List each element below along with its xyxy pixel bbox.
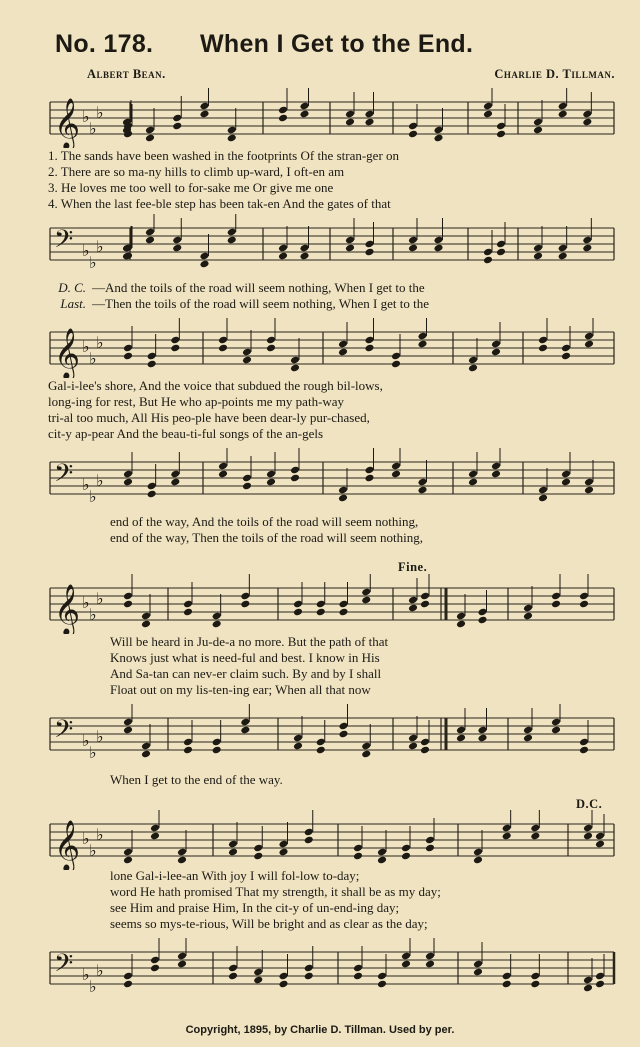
- note-head: [420, 746, 430, 755]
- note-head: [417, 340, 427, 349]
- music-system-2-treble: [48, 318, 616, 378]
- note-head: [417, 486, 427, 495]
- flat-icon: ♭: [82, 241, 90, 260]
- refrain-label-dc: D. C.: [58, 280, 86, 295]
- note-head: [304, 972, 314, 981]
- verse-line-1: Will be heard in Ju-de-a no more. But the path of that: [110, 634, 389, 649]
- note-head: [377, 856, 387, 865]
- refrain-block-2: [48, 514, 616, 546]
- note-head: [391, 360, 401, 369]
- flat-icon: ♭: [89, 253, 97, 272]
- note-head: [183, 608, 193, 617]
- note-head: [582, 244, 592, 253]
- verse-line-1: lone Gal-i-lee-an With joy I will fol-low to-day;: [110, 868, 360, 883]
- note-head: [473, 856, 483, 865]
- flat-icon: ♭: [82, 731, 90, 750]
- flat-icon: ♭: [89, 605, 97, 624]
- refrain-line-2: end of the way, Then the toils of the road will seem nothing,: [110, 530, 424, 545]
- refrain-line-1: [48, 280, 616, 296]
- staff-1-bass: [48, 214, 616, 274]
- bass-clef-icon: 𝄢: [54, 949, 74, 984]
- flat-icon: ♭: [96, 825, 104, 844]
- copyright-notice: Copyright, 1895, by Charlie D. Tillman. Used by per.: [185, 1024, 455, 1036]
- note-head: [240, 726, 250, 735]
- note-head: [401, 852, 411, 861]
- note-head: [361, 750, 371, 759]
- note-head: [145, 134, 155, 143]
- note-head: [530, 832, 540, 841]
- treble-clef-icon: 𝄞: [54, 820, 81, 870]
- note-head: [408, 130, 418, 139]
- note-head: [401, 960, 411, 969]
- note-head: [316, 746, 326, 755]
- staff-4-bass: [48, 938, 616, 998]
- staff-3-bass: [48, 704, 616, 764]
- music-system-1-treble: [48, 88, 616, 148]
- note-head: [433, 244, 443, 253]
- verse-line-4: 4. When the last fee-ble step has been tak-en And the gates of that: [48, 196, 391, 211]
- note-head: [199, 110, 209, 119]
- verse-line-2: 2. There are so ma-ny hills to climb up-ward, I oft-en am: [48, 164, 345, 179]
- note-head: [218, 470, 228, 479]
- note-head: [353, 972, 363, 981]
- note-head: [227, 134, 237, 143]
- note-head: [123, 478, 133, 487]
- verse-line-3: tri-al too much, All His peo-ple have been dear-ly pur-chased,: [48, 410, 370, 425]
- note-head: [558, 252, 568, 261]
- note-head: [530, 980, 540, 989]
- note-head: [582, 118, 592, 127]
- note-head: [212, 620, 222, 629]
- note-head: [364, 474, 374, 483]
- note-head: [408, 244, 418, 253]
- note-head: [299, 110, 309, 119]
- note-head: [584, 486, 594, 495]
- verse-line-3: see Him and praise Him, In the cit-y of un-end-ing day;: [110, 900, 400, 915]
- verse-line-2: long-ing for rest, But He who ap-points me my path-way: [48, 394, 345, 409]
- flat-icon: ♭: [96, 727, 104, 746]
- note-head: [595, 980, 605, 989]
- composer-credit: Charlie D. Tillman.: [494, 67, 615, 81]
- note-head: [533, 252, 543, 261]
- note-head: [338, 348, 348, 357]
- note-head: [293, 742, 303, 751]
- note-head: [561, 478, 571, 487]
- note-head: [345, 118, 355, 127]
- note-head: [242, 482, 252, 491]
- refrain-line-1: end of the way, And the toils of the road will seem nothing,: [110, 514, 419, 529]
- hymn-title: When I Get to the End.: [200, 30, 474, 58]
- verse-block-2: [48, 378, 616, 442]
- note-head: [278, 252, 288, 261]
- note-head: [316, 608, 326, 617]
- note-head: [123, 600, 133, 609]
- verse-line-2: word He hath promised That my strength, it shall be as my day;: [110, 884, 441, 899]
- note-head: [145, 236, 155, 245]
- note-head: [433, 134, 443, 143]
- music-system-1-bass: [48, 214, 616, 274]
- note-head: [123, 726, 133, 735]
- bass-clef-icon: 𝄢: [54, 715, 74, 750]
- note-head: [150, 832, 160, 841]
- note-head: [364, 344, 374, 353]
- note-head: [290, 474, 300, 483]
- note-head: [170, 344, 180, 353]
- note-head: [242, 356, 252, 365]
- note-head: [538, 344, 548, 353]
- flat-icon: ♭: [89, 487, 97, 506]
- treble-clef-icon: 𝄞: [54, 584, 81, 634]
- note-head: [353, 852, 363, 861]
- note-head: [533, 126, 543, 135]
- note-head: [502, 980, 512, 989]
- note-head: [218, 344, 228, 353]
- flat-icon: ♭: [82, 337, 90, 356]
- flat-icon: ♭: [82, 475, 90, 494]
- note-head: [523, 612, 533, 621]
- note-head: [496, 248, 506, 257]
- verse-block-1: [48, 148, 616, 212]
- staff-2-bass: [48, 448, 616, 508]
- verse-line-4: Float out on my lis-ten-ing ear; When all that now: [110, 682, 371, 697]
- verse-line-2: Knows just what is need-ful and best. I know in His: [110, 650, 380, 665]
- note-head: [408, 604, 418, 613]
- staff-4-treble: [48, 810, 616, 870]
- note-head: [177, 856, 187, 865]
- note-head: [364, 118, 374, 127]
- note-head: [579, 746, 589, 755]
- note-head: [456, 620, 466, 629]
- note-head: [141, 750, 151, 759]
- note-head: [299, 252, 309, 261]
- flat-icon: ♭: [89, 977, 97, 996]
- note-head: [147, 490, 157, 499]
- flat-icon: ♭: [96, 961, 104, 980]
- note-head: [212, 746, 222, 755]
- refrain-text-1: —And the toils of the road will seem nothing, When I get to the: [92, 280, 425, 295]
- note-head: [502, 832, 512, 841]
- music-system-3-treble: [48, 574, 616, 634]
- note-head: [170, 478, 180, 487]
- note-head: [293, 608, 303, 617]
- note-head: [278, 980, 288, 989]
- note-head: [141, 620, 151, 629]
- note-head: [579, 600, 589, 609]
- bass-clef-icon: 𝄢: [54, 459, 74, 494]
- note-head: [551, 726, 561, 735]
- flat-icon: ♭: [96, 237, 104, 256]
- note-head: [468, 364, 478, 373]
- music-system-4-treble: [48, 810, 616, 870]
- note-head: [583, 984, 593, 993]
- refrain-block-3: [48, 772, 616, 788]
- verse-line-4: cit-y ap-pear And the beau-ti-ful songs of the an-gels: [48, 426, 324, 441]
- staff-1-treble: [48, 88, 616, 148]
- verse-line-1: 1. The sands have been washed in the footprints Of the stran-ger on: [48, 148, 400, 163]
- note-head: [420, 600, 430, 609]
- note-head: [345, 244, 355, 253]
- note-head: [228, 972, 238, 981]
- note-head: [477, 616, 487, 625]
- note-head: [558, 110, 568, 119]
- note-head: [361, 596, 371, 605]
- verse-line-4: seems so mys-te-rious, Will be bright and as clear as the day;: [110, 916, 428, 931]
- flat-icon: ♭: [96, 333, 104, 352]
- flat-icon: ♭: [96, 471, 104, 490]
- flat-icon: ♭: [82, 829, 90, 848]
- flat-icon: ♭: [96, 103, 104, 122]
- note-head: [491, 470, 501, 479]
- refrain-label-last: Last.: [60, 296, 86, 311]
- note-head: [304, 836, 314, 845]
- note-head: [253, 852, 263, 861]
- note-head: [266, 344, 276, 353]
- note-head: [538, 494, 548, 503]
- flat-icon: ♭: [89, 841, 97, 860]
- note-head: [123, 856, 133, 865]
- note-head: [595, 840, 605, 849]
- verse-line-3: And Sa-tan can nev-er claim such. By and by I shall: [110, 666, 382, 681]
- music-system-3-bass: [48, 704, 616, 764]
- note-head: [290, 364, 300, 373]
- note-head: [468, 478, 478, 487]
- note-head: [172, 244, 182, 253]
- note-head: [425, 844, 435, 853]
- note-head: [391, 470, 401, 479]
- music-system-2-bass: [48, 448, 616, 508]
- note-head: [551, 600, 561, 609]
- note-head: [491, 348, 501, 357]
- treble-clef-icon: 𝄞: [54, 328, 81, 378]
- note-head: [477, 734, 487, 743]
- note-head: [266, 478, 276, 487]
- note-head: [523, 734, 533, 743]
- lyricist-credit: Albert Bean.: [87, 67, 166, 81]
- note-head: [228, 848, 238, 857]
- note-head: [483, 256, 493, 265]
- note-head: [377, 980, 387, 989]
- note-head: [150, 964, 160, 973]
- flat-icon: ♭: [96, 589, 104, 608]
- note-head: [425, 960, 435, 969]
- note-head: [561, 352, 571, 361]
- refrain-line-1: When I get to the end of the way.: [110, 772, 283, 787]
- hymn-heading: [55, 30, 615, 59]
- note-head: [584, 340, 594, 349]
- note-head: [473, 968, 483, 977]
- note-head: [338, 730, 348, 739]
- refrain-block-1: [48, 280, 616, 312]
- note-head: [183, 746, 193, 755]
- note-head: [278, 848, 288, 857]
- hymn-number: No. 178.: [55, 30, 154, 58]
- flat-icon: ♭: [89, 349, 97, 368]
- note-head: [199, 260, 209, 269]
- refrain-text-2: —Then the toils of the road will seem nothing, When I get to the: [92, 296, 429, 311]
- note-head: [278, 114, 288, 123]
- flat-icon: ♭: [82, 107, 90, 126]
- note-head: [483, 110, 493, 119]
- fine-marking: Fine.: [398, 560, 428, 574]
- note-head: [364, 248, 374, 257]
- refrain-line-2: [48, 296, 616, 312]
- verse-block-3: [48, 634, 616, 698]
- dc-marking: D.C.: [576, 797, 603, 811]
- note-head: [147, 360, 157, 369]
- staff-3-treble: [48, 574, 616, 634]
- verse-line-3: 3. He loves me too well to for-sake me Or give me one: [48, 180, 334, 195]
- note-head: [583, 832, 593, 841]
- staff-2-treble: [48, 318, 616, 378]
- flat-icon: ♭: [82, 965, 90, 984]
- flat-icon: ♭: [89, 743, 97, 762]
- note-head: [177, 960, 187, 969]
- note-head: [240, 600, 250, 609]
- note-head: [408, 742, 418, 751]
- note-head: [496, 130, 506, 139]
- music-system-4-bass: [48, 938, 616, 998]
- flat-icon: ♭: [82, 593, 90, 612]
- note-head: [172, 122, 182, 131]
- flat-icon: ♭: [89, 119, 97, 138]
- note-head: [227, 236, 237, 245]
- bass-clef-icon: 𝄢: [54, 225, 74, 260]
- note-head: [456, 734, 466, 743]
- note-head: [123, 352, 133, 361]
- note-head: [338, 608, 348, 617]
- note-head: [253, 976, 263, 985]
- note-head: [338, 494, 348, 503]
- verse-block-4: [48, 868, 616, 932]
- note-head: [123, 980, 133, 989]
- treble-clef-icon: 𝄞: [54, 98, 81, 148]
- verse-line-1: Gal-i-lee's shore, And the voice that subdued the rough bil-lows,: [48, 378, 383, 393]
